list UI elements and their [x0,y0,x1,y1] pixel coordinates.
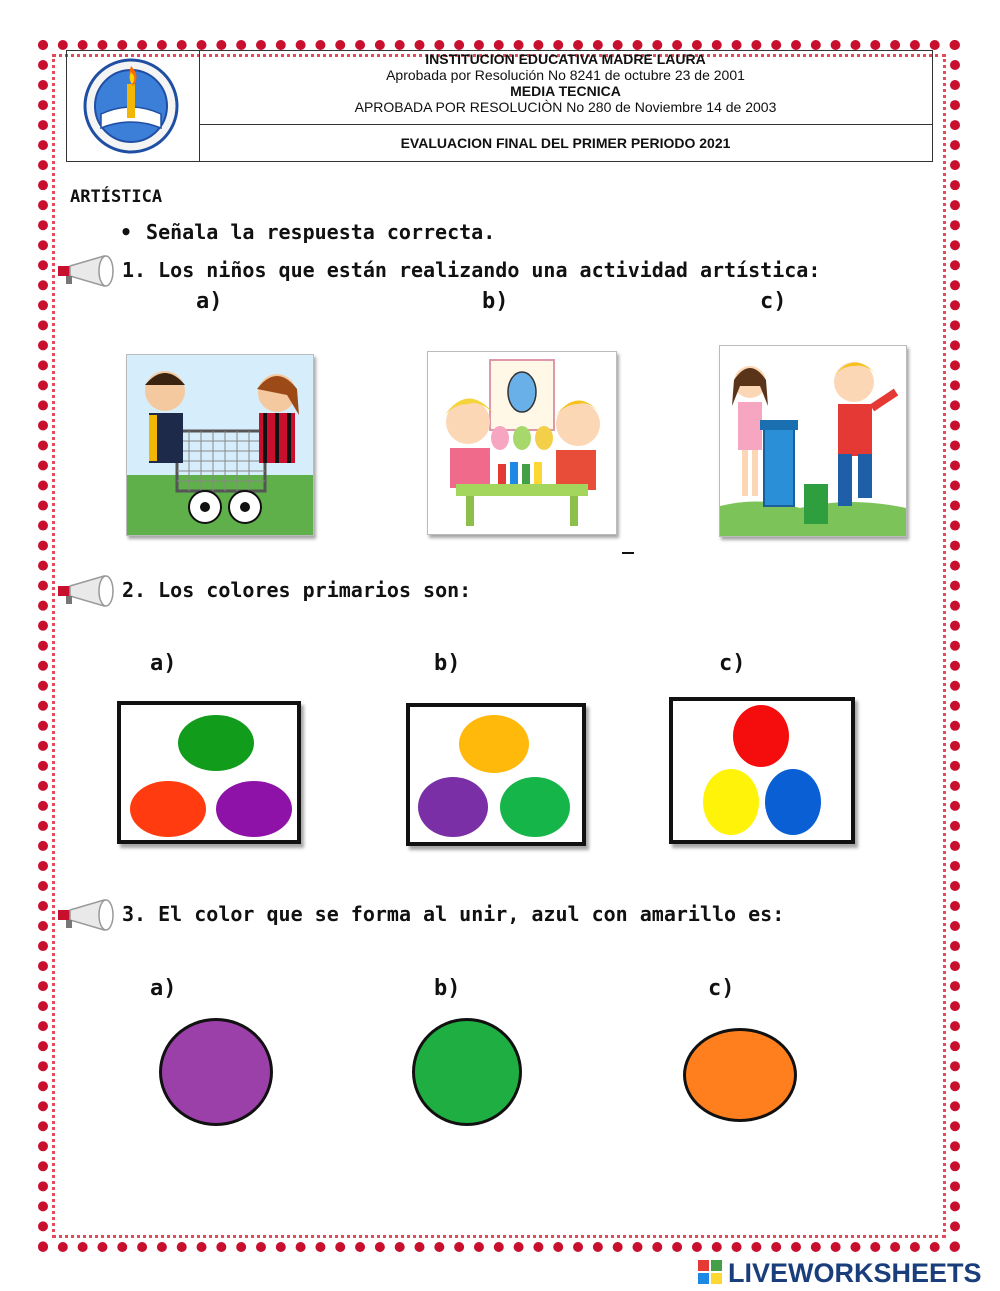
kids-playing-soccer-image [127,355,313,535]
q1-option-b-label[interactable]: b) [482,289,509,314]
q3-option-b-label[interactable]: b) [434,976,461,1001]
exam-title: EVALUACION FINAL DEL PRIMER PERIODO 2021 [400,135,731,151]
question-2-text: 2. Los colores primarios son: [122,578,472,602]
color-dot [703,769,759,835]
approval-line-1: Aprobada por Resolución No 8241 de octubre 23 de 2001 [386,67,745,83]
logo-cell [67,51,200,161]
liveworksheets-logo-icon [698,1260,722,1284]
color-dot [733,705,789,767]
q3-option-c-circle[interactable] [683,1028,797,1122]
color-dot [459,715,529,773]
q2-option-b-colorset[interactable] [406,703,586,846]
megaphone-icon[interactable] [56,254,122,288]
color-dot [765,769,821,835]
instruction [120,220,495,244]
torch-book-crest-icon [75,56,191,156]
megaphone-icon[interactable] [56,898,122,932]
stray-dash [622,552,634,554]
color-dot [418,777,488,837]
q2-option-a-colorset[interactable] [117,701,301,844]
q2-option-c-label[interactable]: c) [719,651,746,676]
q3-option-a-label[interactable]: a) [150,976,177,1001]
kids-painting-eggs-image [428,352,616,534]
kids-recycling-image [720,346,906,536]
color-dot [178,715,254,771]
color-dot [216,781,292,837]
q2-option-c-colorset[interactable] [669,697,855,844]
bullet-icon: • [120,220,133,244]
q1-option-a-label[interactable]: a) [196,289,223,314]
q1-option-c-label[interactable]: c) [760,289,787,314]
approval-line-2: APROBADA POR RESOLUCIÒN No 280 de Noviembre 14 de 2003 [354,99,777,115]
school-name: INSTITUCION EDUCATIVA MADRE LAURA [425,51,706,67]
q2-option-a-label[interactable]: a) [150,651,177,676]
question-3-text: 3. El color que se forma al unir, azul con amarillo es: [122,902,785,926]
education-level: MEDIA TECNICA [510,83,621,99]
q3-option-c-label[interactable]: c) [708,976,735,1001]
q2-option-b-label[interactable]: b) [434,651,461,676]
q1-option-a-image[interactable] [126,354,314,536]
q1-option-c-image[interactable] [719,345,907,537]
color-dot [130,781,206,837]
liveworksheets-brand: LIVEWORKSHEETS [728,1258,982,1288]
q3-option-a-circle[interactable] [159,1018,273,1126]
header-title-block [199,51,932,125]
instruction-text: Señala la respuesta correcta. [146,220,496,244]
document-header [66,50,933,162]
subject-label: ARTÍSTICA [70,187,163,207]
q1-option-b-image[interactable] [427,351,617,535]
question-1-text: 1. Los niños que están realizando una actividad artística: [122,258,821,282]
megaphone-icon[interactable] [56,574,122,608]
color-dot [500,777,570,837]
q3-option-b-circle[interactable] [412,1018,522,1126]
